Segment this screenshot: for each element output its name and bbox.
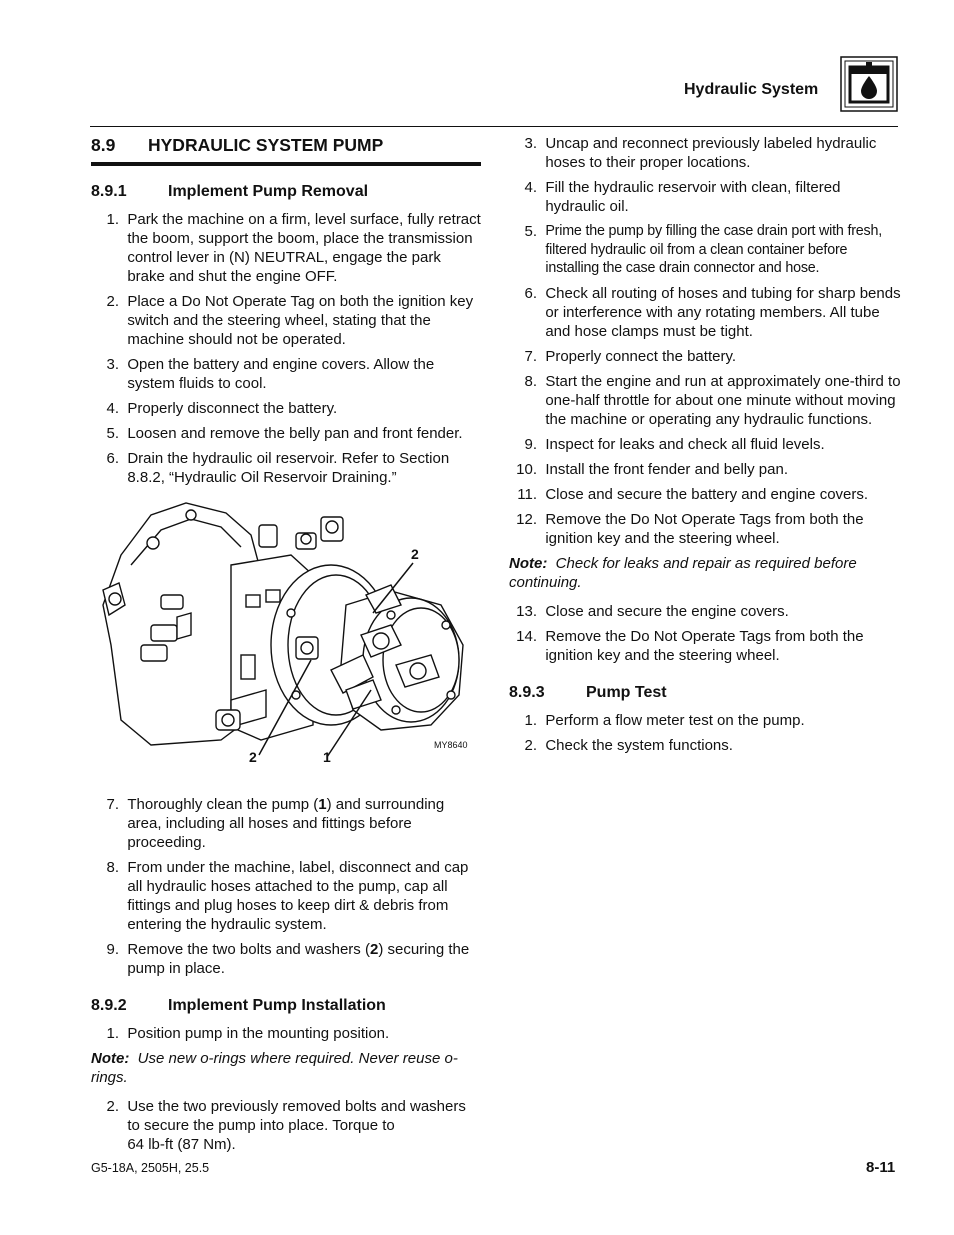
list-item: 14. Remove the Do Not Operate Tags from both the ignition key and the steering wheel. [516,627,864,664]
list-item: 1. Position pump in the mounting position. [106,1025,390,1042]
callout-2-bottom: 2 [249,749,257,765]
callout-1: 1 [323,749,331,765]
list-item: 8. Start the engine and run at approximately one-third to one-half throttle for about one minute without moving the machine or operating any hydraulic functions. [524,372,901,428]
list-item: 9. Remove the two bolts and washers (2) securing the pump in place. [106,941,470,977]
list-item: 2. Use the two previously removed bolts and washers to secure the pump into place. Torque to 64 lb-ft (87 Nm). [106,1098,466,1153]
figure-code: MY8640 [434,740,468,750]
list-item: 4. Properly disconnect the battery. [106,400,338,417]
subsection-heading-installation: 8.9.2 Implement Pump Installation [91,997,386,1014]
list-item: 3. Uncap and reconnect previously labeled hydraulic hoses to their proper locations. [524,135,877,171]
pump-test-steps-list [509,711,901,755]
list-item: 10. Install the front fender and belly pan. [516,460,789,478]
callout-2-top: 2 [411,546,419,562]
section-heading: 8.9 HYDRAULIC SYSTEM PUMP [91,134,481,166]
list-item: 1. Park the machine on a firm, level surface, fully retract the boom, support the boom, place the transmission control lever in (N) NEUTRAL, engage the park brake and shut the engine OFF. [106,211,481,285]
list-item: 7. Thoroughly clean the pump (1) and surrounding area, including all hoses and fittings before proceeding. [106,796,445,851]
note-check-leaks: Note: Check for leaks and repair as required before continuing. [509,554,857,591]
installation-steps-list [91,1024,481,1043]
list-item: 8. From under the machine, label, disconnect and cap all hydraulic hoses attached to the pump, cap all fittings and plug hoses to keep dirt & debris from entering the hydraulic system. [106,859,469,933]
subsection-heading-pump-test: 8.9.3 Pump Test [509,683,667,701]
list-item: 6. Drain the hydraulic oil reservoir. Refer to Section 8.8.2, “Hydraulic Oil Reservoir Draining.” [106,450,450,486]
list-item: 6. Check all routing of hoses and tubing for sharp bends or interference with any rotating members. All tube and hose clamps must be tight. [524,284,901,340]
installation-steps-list-2 [91,1097,481,1154]
list-item: 3. Open the battery and engine covers. Allow the system fluids to cool. [106,356,435,392]
right-column [509,134,901,761]
hydraulic-reservoir-icon [840,56,898,112]
list-item: 4. Fill the hydraulic reservoir with clean, filtered hydraulic oil. [524,179,841,215]
list-item: 7. Properly connect the battery. [524,347,737,365]
subsection-heading-removal: 8.9.1 Implement Pump Removal [91,183,369,200]
footer-page-number: 8-11 [866,1159,896,1176]
header-rule [90,126,898,127]
hydraulic-pump-drawing [91,495,481,785]
list-item: 12. Remove the Do Not Operate Tags from both the ignition key and the steering wheel. [516,510,864,547]
removal-steps-list-continued [91,795,481,978]
list-item: 5. Loosen and remove the belly pan and front fender. [106,425,463,442]
list-item: 1. Perform a flow meter test on the pump. [524,711,805,729]
list-item: 5. Prime the pump by filling the case drain port with fresh, filtered hydraulic oil from a clean container before installing the case drain connector and hose. [524,223,882,276]
note-o-rings: Note: Use new o-rings where required. Never reuse o-rings. [91,1050,458,1086]
list-item: 11. Close and secure the battery and engine covers. [517,485,869,503]
footer-document-code: G5-18A, 2505H, 25.5 [91,1161,210,1175]
list-item: 9. Inspect for leaks and check all fluid levels. [524,435,825,453]
running-header-title: Hydraulic System [684,81,819,98]
left-column [91,134,481,1160]
list-item: 2. Check the system functions. [524,736,733,754]
pump-illustration [91,495,481,785]
list-item: 13. Close and secure the engine covers. [516,602,789,620]
installation-steps-list-3 [509,134,901,548]
installation-steps-list-4 [509,602,901,665]
list-item: 2. Place a Do Not Operate Tag on both the ignition key switch and the steering wheel, stating that the machine should not be operated. [106,293,474,348]
removal-steps-list [91,210,481,487]
